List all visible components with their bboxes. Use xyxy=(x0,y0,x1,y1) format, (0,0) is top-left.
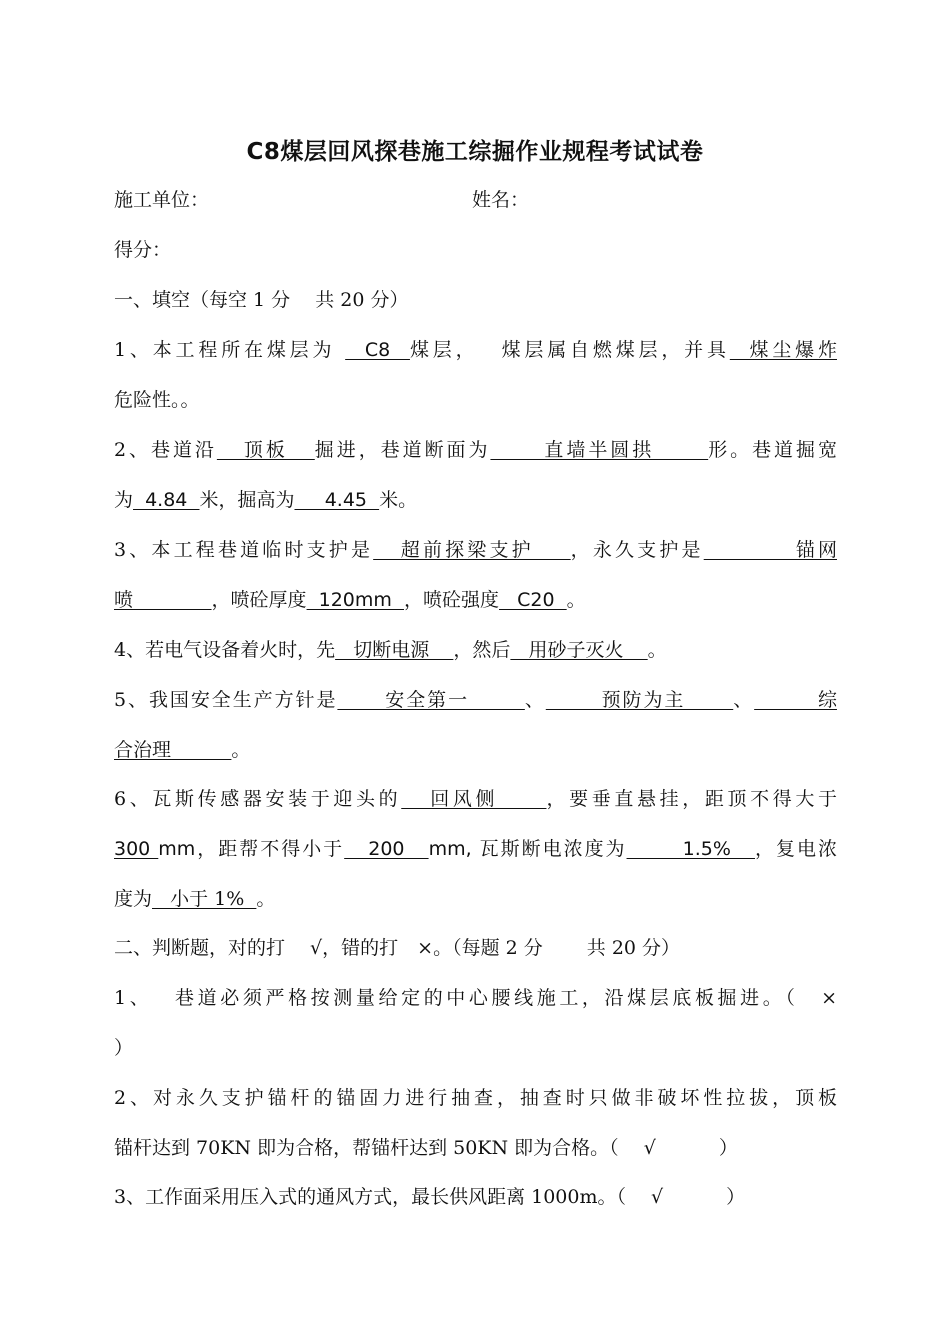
score-label: 得分： xyxy=(114,239,172,261)
judgement-2-line-1: 2、对永久支护锚杆的锚固力进行抽查，抽查时只做非破坏性拉拔，顶板 xyxy=(114,1087,837,1109)
question-2-line-1: 2、巷道沿 顶板 掘进，巷道断面为 直墙半圆拱 形。巷道掘宽 xyxy=(114,439,837,461)
answer-blank: 小于 1% xyxy=(152,888,257,910)
judgement-1-line-2: ） xyxy=(114,1037,134,1059)
answer-blank: 300 xyxy=(114,838,159,860)
judgement-1-line-1: 1、 巷道必须严格按测量给定的中心腰线施工，沿煤层底板掘进。（ × xyxy=(114,987,837,1009)
answer-blank: 120mm xyxy=(306,589,404,611)
header-row xyxy=(114,187,837,213)
section-fill-in-heading: 一、填空（每空 1 分 共 20 分） xyxy=(114,289,409,311)
question-6-line-2: 300 mm，距帮不得小于 200 mm, 瓦斯断电浓度为 1.5% ，复电浓 xyxy=(114,838,837,860)
answer-blank: 1.5% xyxy=(626,838,756,860)
question-1-line-2: 危险性。。 xyxy=(114,389,200,411)
answer-blank: 喷 xyxy=(114,589,134,611)
question-2-line-2: 为 4.84 米，掘高为 4.45 米。 xyxy=(114,489,418,511)
section-judgement-heading: 二、判断题，对的打 √，错的打 ×。（每题 2 分 共 20 分） xyxy=(114,937,681,959)
answer-blank xyxy=(133,589,212,611)
question-5-line-1: 5、我国安全生产方针是 安全第一 、 预防为主 、 综 xyxy=(114,689,837,711)
question-5-line-2: 合治理 。 xyxy=(114,739,251,761)
question-4: 4、若电气设备着火时，先 切断电源 ，然后 用砂子灭火 。 xyxy=(114,639,667,661)
answer-blank: 合治理 xyxy=(114,739,172,761)
question-3-line-2: 喷 ，喷砼厚度 120mm ，喷砼强度 C20 。 xyxy=(114,589,586,611)
answer-blank: 200 xyxy=(344,838,429,860)
judgement-3: 3、工作面采用压入式的通风方式，最长供风距离 1000m。（ √ ） xyxy=(114,1186,746,1208)
answer-blank: 顶板 xyxy=(216,439,315,461)
question-1-line-1: 1、本工程所在煤层为 C8 煤层， 煤层属自燃煤层，并具 煤尘爆炸 xyxy=(114,339,837,361)
question-3-line-1: 3、本工程巷道临时支护是 超前探梁支护 ，永久支护是 锚网 xyxy=(114,539,837,561)
answer-blank: C20 xyxy=(499,589,567,611)
question-6-line-1: 6、瓦斯传感器安装于迎头的 回风侧 ，要垂直悬挂，距顶不得大于 xyxy=(114,788,837,810)
answer-blank: 锚网 xyxy=(703,539,837,561)
answer-blank: 4.84 xyxy=(133,489,200,511)
answer-blank: 4.45 xyxy=(294,489,380,511)
answer-blank: 煤尘爆炸 xyxy=(729,339,837,361)
judgement-2-line-2: 锚杆达到 70KN 即为合格，帮锚杆达到 50KN 即为合格。（ √ ） xyxy=(114,1137,738,1159)
answer-blank: 切断电源 xyxy=(335,639,454,661)
name-label: 姓名： xyxy=(472,189,530,211)
unit-label: 施工单位： xyxy=(114,189,210,211)
answer-blank: 用砂子灭火 xyxy=(510,639,648,661)
answer-blank: 直墙半圆拱 xyxy=(490,439,709,461)
exam-title: C8煤层回风探巷施工综掘作业规程考试试卷 xyxy=(246,139,704,165)
question-6-line-3: 度为 小于 1% 。 xyxy=(114,888,276,910)
answer-blank: 超前探梁支护 xyxy=(373,539,571,561)
answer-blank: 回风侧 xyxy=(401,788,547,810)
answer-blank: 预防为主 xyxy=(545,689,734,711)
answer-blank: 安全第一 xyxy=(337,689,525,711)
answer-blank xyxy=(171,739,231,761)
answer-blank: C8 xyxy=(345,339,410,361)
answer-blank: 综 xyxy=(754,689,837,711)
